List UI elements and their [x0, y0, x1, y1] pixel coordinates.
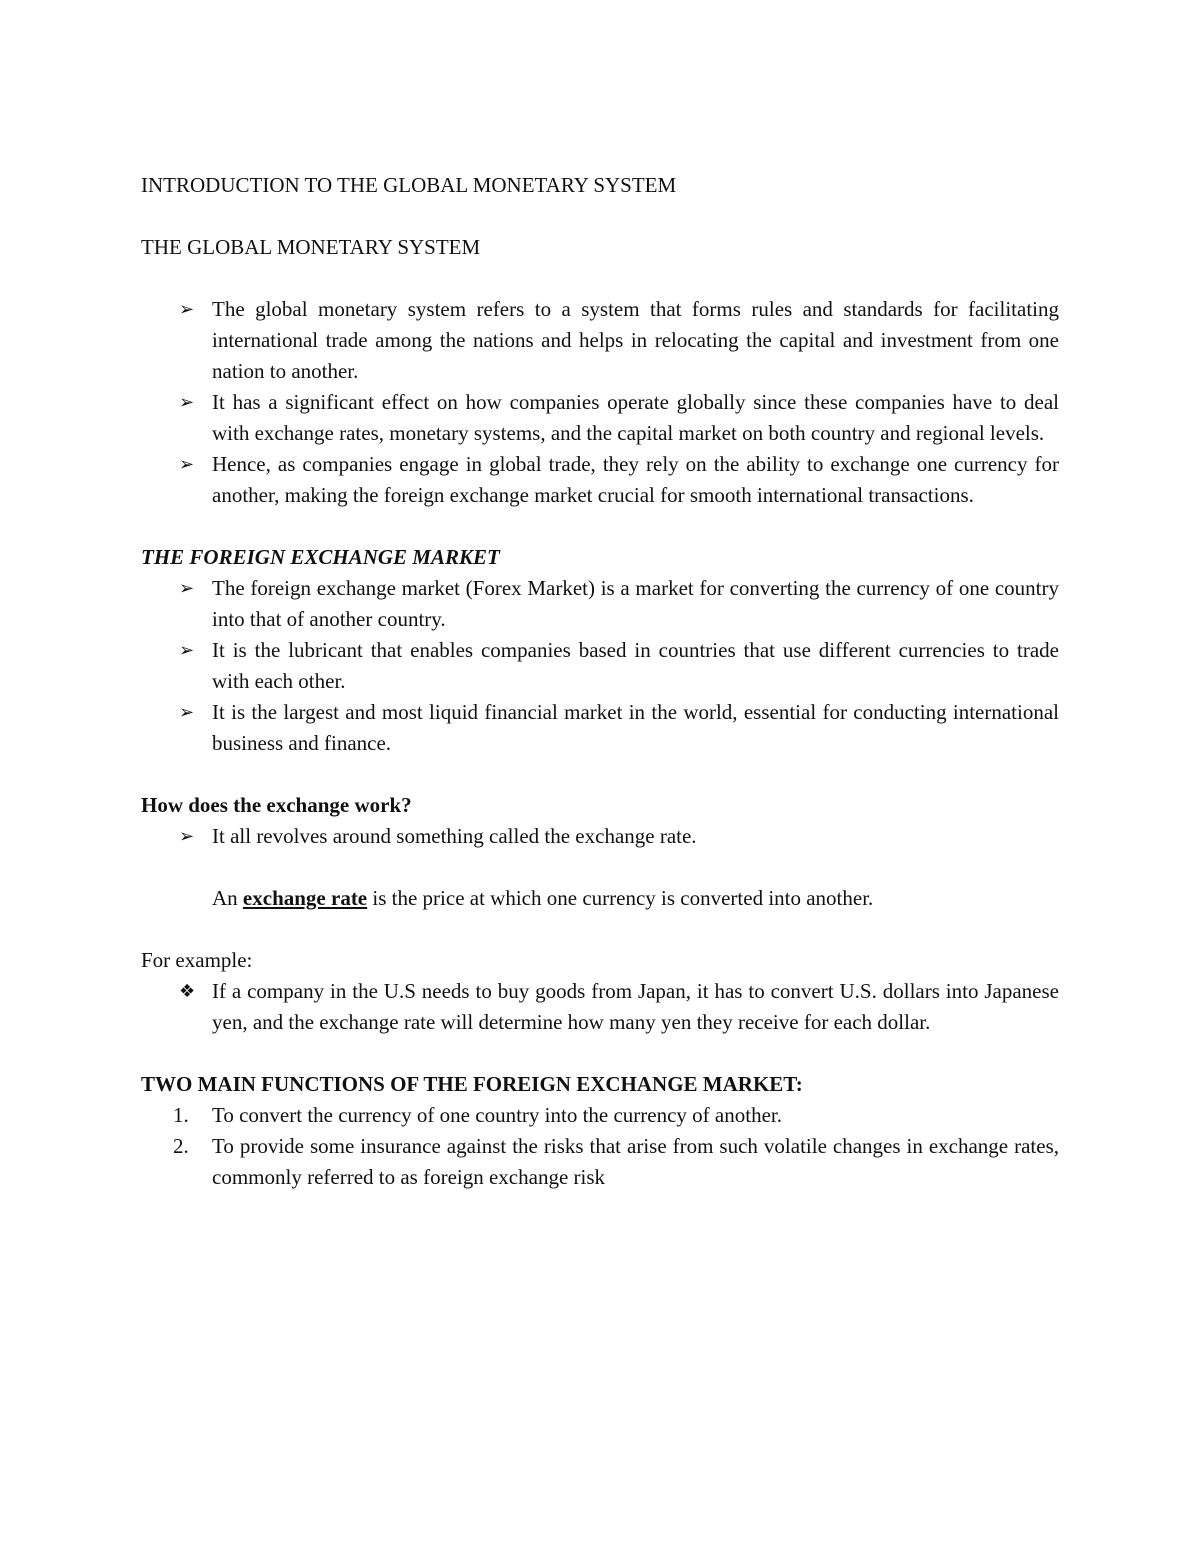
list-number: 1. [173, 1103, 189, 1127]
spacer [141, 263, 1059, 294]
list-item-text: It has a significant effect on how companies operate globally since these companies have to deal with exchange rates, monetary systems, and the capital market on both country and regional levels. [212, 390, 1059, 445]
list-item-text: The global monetary system refers to a system that forms rules and standards for facilitating international trade among the nations and helps in relocating the capital and investment from one nation to another. [212, 297, 1059, 383]
arrow-bullet-icon: ➢ [179, 454, 195, 475]
list-item-text: It all revolves around something called the exchange rate. [212, 824, 697, 848]
example-label: For example: [141, 948, 253, 972]
foreign-exchange-market-list [141, 573, 1059, 759]
arrow-bullet-icon: ➢ [179, 578, 195, 599]
list-item-text: To provide some insurance against the risks that arise from such volatile changes in exchange rates, commonly referred to as foreign exchange risk [212, 1134, 1059, 1189]
list-item-text: To convert the currency of one country into the currency of another. [212, 1103, 782, 1127]
spacer [141, 201, 1059, 232]
example-list [141, 976, 1059, 1038]
list-item-text: It is the lubricant that enables companies based in countries that use different currencies to trade with each other. [212, 638, 1059, 693]
section-heading-global-monetary-system: THE GLOBAL MONETARY SYSTEM [141, 235, 481, 259]
list-item [141, 635, 1059, 697]
arrow-bullet-icon: ➢ [179, 299, 195, 320]
section-heading-how-exchange-works: How does the exchange work? [141, 793, 412, 817]
definition-prefix: An [212, 886, 238, 910]
list-item-text: It is the largest and most liquid financial market in the world, essential for conducting international business and finance. [212, 700, 1059, 755]
arrow-bullet-icon: ➢ [179, 826, 195, 847]
list-item [141, 1131, 1059, 1193]
list-item-text: Hence, as companies engage in global trade, they rely on the ability to exchange one currency for another, making the foreign exchange market crucial for smooth international transactions. [212, 452, 1059, 507]
list-item [141, 697, 1059, 759]
list-item-text: If a company in the U.S needs to buy goods from Japan, it has to convert U.S. dollars into Japanese yen, and the exchange rate will determine how many yen they receive for each dollar. [212, 979, 1059, 1034]
list-item [141, 976, 1059, 1038]
exchange-works-list [141, 821, 1059, 852]
document-title: INTRODUCTION TO THE GLOBAL MONETARY SYSTEM [141, 173, 677, 197]
list-item [141, 294, 1059, 387]
list-item [141, 387, 1059, 449]
list-item [141, 449, 1059, 511]
definition-suffix: is the price at which one currency is converted into another. [372, 886, 874, 910]
section-heading-foreign-exchange-market: THE FOREIGN EXCHANGE MARKET [141, 545, 500, 569]
arrow-bullet-icon: ➢ [179, 702, 195, 723]
spacer [141, 852, 1059, 883]
list-item [141, 1100, 1059, 1131]
main-functions-list [141, 1100, 1059, 1193]
global-monetary-system-list [141, 294, 1059, 511]
spacer [141, 759, 1059, 790]
exchange-rate-definition [141, 883, 1059, 914]
list-number: 2. [173, 1134, 189, 1158]
spacer [141, 914, 1059, 945]
list-item-text: The foreign exchange market (Forex Market) is a market for converting the currency of one country into that of another country. [212, 576, 1059, 631]
section-heading-two-main-functions: TWO MAIN FUNCTIONS OF THE FOREIGN EXCHANGE MARKET: [141, 1072, 803, 1096]
arrow-bullet-icon: ➢ [179, 392, 195, 413]
document-page [141, 170, 1059, 1193]
list-item [141, 573, 1059, 635]
arrow-bullet-icon: ➢ [179, 640, 195, 661]
spacer [141, 511, 1059, 542]
spacer [141, 1038, 1059, 1069]
definition-term: exchange rate [242, 886, 368, 910]
diamond-bullet-icon: ❖ [179, 981, 196, 1002]
list-item [141, 821, 1059, 852]
